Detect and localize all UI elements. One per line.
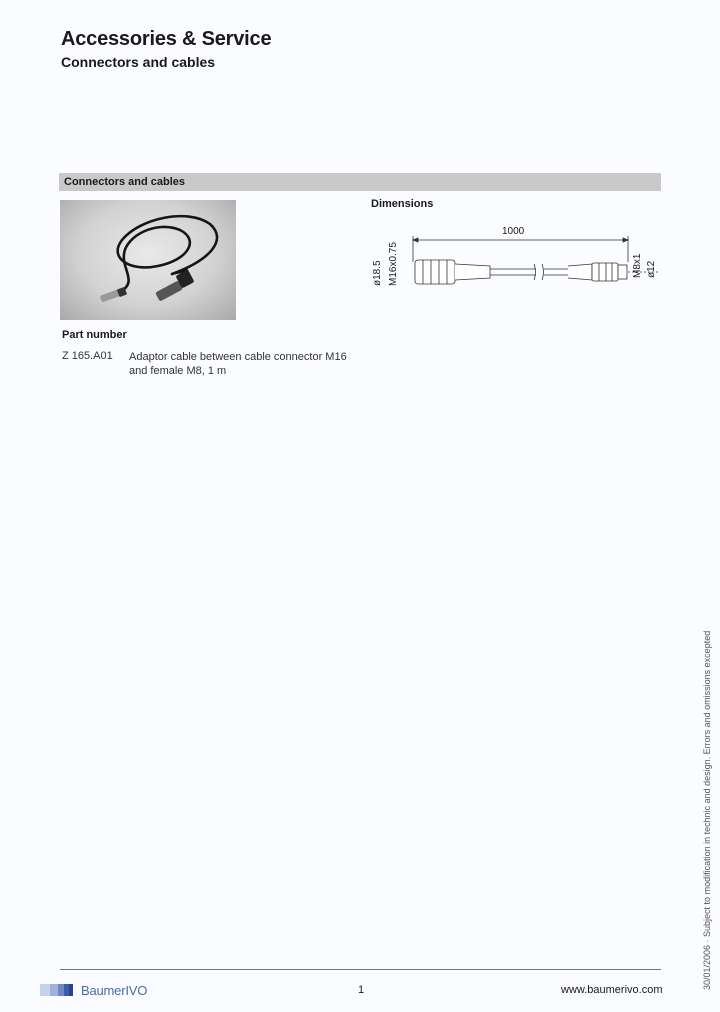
logo-bars-icon xyxy=(40,984,73,996)
section-heading: Connectors and cables xyxy=(64,176,186,188)
part-description: Adaptor cable between cable connector M16 and female M8, 1 m xyxy=(129,351,347,377)
cable-product-photo xyxy=(60,200,236,320)
website-link[interactable]: www.baumerivo.com xyxy=(561,984,663,996)
page-subtitle: Connectors and cables xyxy=(61,54,216,70)
length-dimension: 1000 xyxy=(502,226,525,237)
cable-illustration xyxy=(60,200,236,320)
baumer-ivo-logo xyxy=(40,982,147,998)
right-diameter-dimension: ø12 xyxy=(646,260,657,278)
right-thread-dimension: M8x1 xyxy=(632,253,643,278)
page-number: 1 xyxy=(358,984,365,996)
left-diameter-dimension: ø18.5 xyxy=(372,260,383,286)
part-code: Z 165.A01 xyxy=(62,350,113,362)
legal-side-note: 30/01/2006 · Subject to modification in technic and design. Errors and omissions excepted xyxy=(702,630,712,990)
logo-text: BaumerIVO xyxy=(81,982,148,998)
section-header xyxy=(59,173,661,191)
dimension-drawing xyxy=(366,226,662,292)
left-thread-dimension: M16x0.75 xyxy=(388,242,399,286)
footer-divider xyxy=(60,969,661,970)
part-number-header: Part number xyxy=(62,329,127,341)
page-title: Accessories & Service xyxy=(61,28,272,50)
dimensions-label: Dimensions xyxy=(371,198,434,210)
